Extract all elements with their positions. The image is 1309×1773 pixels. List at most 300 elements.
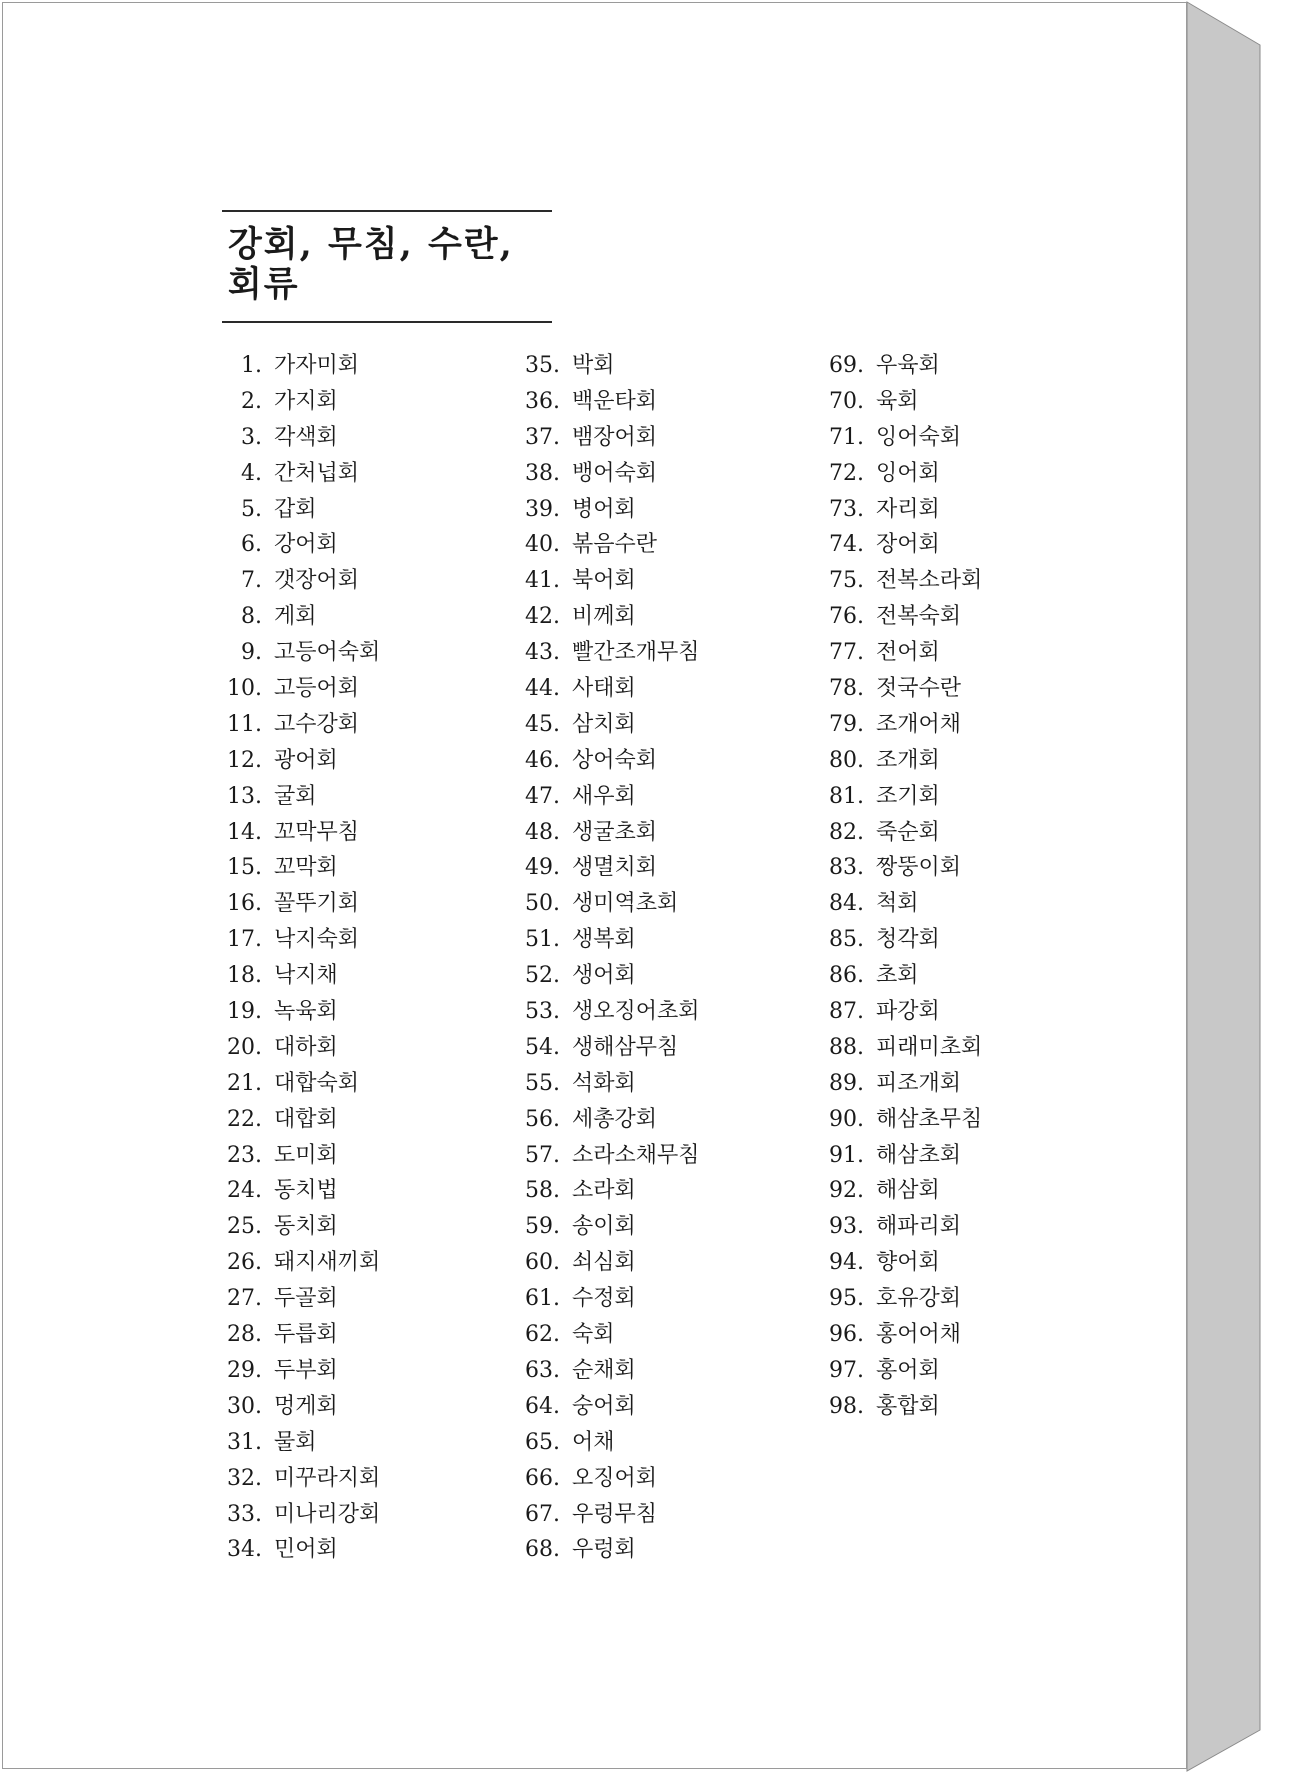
item-name: 조기회 [876, 783, 940, 809]
list-item [522, 456, 700, 492]
item-name: 우렁무침 [572, 1501, 658, 1527]
item-name: 두릅회 [274, 1322, 338, 1348]
list-item [224, 850, 380, 886]
list-item [224, 743, 380, 779]
item-name: 멍게회 [274, 1393, 338, 1419]
item-number: 5. [241, 496, 262, 522]
list-item [826, 958, 982, 994]
item-name: 박회 [572, 353, 615, 378]
section-heading [222, 210, 552, 323]
item-number: 45. [525, 711, 560, 737]
item-number: 97. [829, 1357, 864, 1383]
item-number: 20. [227, 1034, 262, 1060]
list-item [224, 420, 380, 456]
list-item [224, 1173, 380, 1209]
item-number: 58. [525, 1178, 560, 1204]
item-name: 도미회 [274, 1142, 338, 1168]
recipe-list-column-1 [224, 348, 380, 1568]
list-item [224, 994, 380, 1030]
item-name: 가지회 [274, 388, 338, 414]
heading-bottom-rule [222, 321, 552, 323]
item-number: 30. [227, 1393, 262, 1419]
list-item [224, 922, 380, 958]
item-name: 각색회 [274, 424, 338, 450]
item-name: 홍합회 [876, 1393, 940, 1419]
item-name: 해삼초회 [876, 1142, 962, 1168]
item-name: 숭어회 [572, 1393, 636, 1419]
item-name: 두부회 [274, 1357, 338, 1383]
item-name: 호유강회 [876, 1286, 962, 1312]
item-name: 생복회 [572, 927, 636, 953]
item-number: 11. [227, 711, 262, 737]
list-item [826, 1138, 982, 1174]
item-number: 67. [525, 1501, 560, 1527]
item-number: 26. [227, 1250, 262, 1276]
item-name: 고등어회 [274, 676, 360, 702]
item-name: 조개어채 [876, 711, 962, 737]
list-item [522, 1245, 700, 1281]
item-name: 꼴뚜기회 [274, 891, 360, 917]
item-number: 91. [829, 1142, 864, 1168]
item-number: 80. [829, 747, 864, 773]
item-number: 32. [227, 1465, 262, 1491]
list-item [224, 1425, 380, 1461]
item-name: 척회 [876, 891, 919, 917]
list-item [826, 1209, 982, 1245]
list-item [224, 563, 380, 599]
item-number: 74. [829, 532, 864, 558]
item-number: 39. [525, 496, 560, 522]
list-item [522, 707, 700, 743]
list-item [224, 1461, 380, 1497]
item-name: 꼬막무침 [274, 819, 360, 845]
page-title: 강회, 무침, 수란, 회류 [228, 224, 514, 305]
list-item [224, 456, 380, 492]
item-number: 43. [525, 640, 560, 666]
item-number: 3. [241, 424, 262, 450]
item-name: 민어회 [274, 1537, 338, 1563]
item-name: 백운타회 [572, 388, 658, 414]
list-item [826, 1102, 982, 1138]
item-name: 수정회 [572, 1286, 636, 1312]
list-item [522, 779, 700, 815]
item-number: 88. [829, 1034, 864, 1060]
item-number: 46. [525, 747, 560, 773]
item-number: 90. [829, 1106, 864, 1132]
list-item [224, 1030, 380, 1066]
item-name: 낙지채 [274, 963, 338, 989]
item-name: 생미역초회 [572, 891, 679, 917]
list-item [224, 599, 380, 635]
item-name: 갑회 [274, 496, 317, 522]
list-item [826, 420, 982, 456]
item-name: 대하회 [274, 1034, 338, 1060]
list-item [522, 815, 700, 851]
item-number: 95. [829, 1286, 864, 1312]
list-item [224, 1102, 380, 1138]
list-item [826, 671, 982, 707]
item-number: 27. [227, 1286, 262, 1312]
item-name: 피래미초회 [876, 1034, 983, 1060]
list-item [826, 492, 982, 528]
item-name: 해파리회 [876, 1214, 962, 1240]
list-item [522, 384, 700, 420]
list-item [522, 635, 700, 671]
item-name: 피조개회 [876, 1070, 962, 1096]
item-name: 세총강회 [572, 1106, 658, 1132]
item-number: 52. [525, 963, 560, 989]
item-number: 79. [829, 711, 864, 737]
list-item [224, 958, 380, 994]
item-name: 낙지숙회 [274, 927, 360, 953]
item-name: 우렁회 [572, 1537, 636, 1563]
item-number: 19. [227, 999, 262, 1025]
item-name: 굴회 [274, 783, 317, 809]
item-name: 해삼초무침 [876, 1106, 983, 1132]
item-name: 미꾸라지회 [274, 1465, 381, 1491]
list-item [522, 1389, 700, 1425]
item-number: 84. [829, 891, 864, 917]
item-number: 89. [829, 1070, 864, 1096]
item-number: 41. [525, 568, 560, 594]
item-name: 초회 [876, 963, 919, 989]
item-name: 송이회 [572, 1214, 636, 1240]
item-name: 순채회 [572, 1357, 636, 1383]
item-number: 42. [525, 604, 560, 630]
item-number: 83. [829, 855, 864, 881]
list-item [522, 1102, 700, 1138]
item-name: 갯장어회 [274, 568, 360, 594]
list-item [826, 527, 982, 563]
item-number: 62. [525, 1322, 560, 1348]
item-name: 전어회 [876, 640, 940, 666]
item-number: 28. [227, 1322, 262, 1348]
item-name: 삼치회 [572, 711, 636, 737]
item-number: 4. [241, 460, 262, 486]
item-number: 73. [829, 496, 864, 522]
item-number: 35. [525, 353, 560, 378]
list-item [224, 348, 380, 384]
item-number: 59. [525, 1214, 560, 1240]
item-name: 사태회 [572, 676, 636, 702]
list-item [224, 815, 380, 851]
item-number: 82. [829, 819, 864, 845]
item-name: 고수강회 [274, 711, 360, 737]
item-number: 78. [829, 676, 864, 702]
item-number: 93. [829, 1214, 864, 1240]
list-item [522, 886, 700, 922]
list-item [224, 1281, 380, 1317]
list-item [826, 743, 982, 779]
item-number: 18. [227, 963, 262, 989]
item-name: 죽순회 [876, 819, 940, 845]
item-name: 뱅어숙회 [572, 460, 658, 486]
item-name: 쇠심회 [572, 1250, 636, 1276]
list-item [826, 1353, 982, 1389]
list-item [522, 1317, 700, 1353]
item-number: 53. [525, 999, 560, 1025]
list-item [522, 420, 700, 456]
list-item [224, 635, 380, 671]
list-item [522, 563, 700, 599]
item-number: 47. [525, 783, 560, 809]
list-item [224, 1389, 380, 1425]
item-number: 23. [227, 1142, 262, 1168]
list-item [224, 1066, 380, 1102]
item-number: 10. [227, 676, 262, 702]
item-name: 두골회 [274, 1286, 338, 1312]
item-number: 13. [227, 783, 262, 809]
list-item [522, 527, 700, 563]
item-name: 육회 [876, 388, 919, 414]
list-item [522, 492, 700, 528]
item-name: 녹육회 [274, 999, 338, 1025]
item-number: 15. [227, 855, 262, 881]
list-item [826, 1245, 982, 1281]
item-name: 미나리강회 [274, 1501, 381, 1527]
item-name: 병어회 [572, 496, 636, 522]
item-name: 청각회 [876, 927, 940, 953]
list-item [826, 994, 982, 1030]
list-item [224, 527, 380, 563]
list-item [224, 707, 380, 743]
item-name: 홍어회 [876, 1357, 940, 1383]
item-number: 31. [227, 1429, 262, 1455]
item-name: 잉어회 [876, 460, 940, 486]
item-number: 70. [829, 388, 864, 414]
list-item [224, 1245, 380, 1281]
item-number: 34. [227, 1537, 262, 1563]
item-name: 파강회 [876, 999, 940, 1025]
list-item [826, 886, 982, 922]
item-number: 81. [829, 783, 864, 809]
item-number: 86. [829, 963, 864, 989]
item-number: 65. [525, 1429, 560, 1455]
item-number: 76. [829, 604, 864, 630]
item-name: 젓국수란 [876, 676, 962, 702]
list-item [522, 1066, 700, 1102]
item-name: 숙회 [572, 1322, 615, 1348]
item-name: 홍어어채 [876, 1322, 962, 1348]
item-name: 빨간조개무침 [572, 640, 700, 666]
item-number: 25. [227, 1214, 262, 1240]
list-item [522, 1209, 700, 1245]
list-item [522, 958, 700, 994]
item-name: 조개회 [876, 747, 940, 773]
item-name: 돼지새끼회 [274, 1250, 381, 1276]
item-name: 꼬막회 [274, 855, 338, 881]
item-name: 어채 [572, 1429, 615, 1455]
item-name: 자리회 [876, 496, 940, 522]
list-item [826, 779, 982, 815]
list-item [522, 671, 700, 707]
item-number: 56. [525, 1106, 560, 1132]
item-number: 14. [227, 819, 262, 845]
list-item [522, 348, 700, 384]
list-item [826, 922, 982, 958]
item-number: 48. [525, 819, 560, 845]
item-number: 40. [525, 532, 560, 558]
list-item [826, 1281, 982, 1317]
item-number: 50. [525, 891, 560, 917]
item-name: 장어회 [876, 532, 940, 558]
item-number: 38. [525, 460, 560, 486]
item-name: 향어회 [876, 1250, 940, 1276]
item-number: 36. [525, 388, 560, 414]
item-name: 잉어숙회 [876, 424, 962, 450]
list-item [224, 1209, 380, 1245]
item-name: 새우회 [572, 783, 636, 809]
item-number: 55. [525, 1070, 560, 1096]
recipe-list-column-3 [826, 348, 982, 1425]
list-item [224, 1138, 380, 1174]
list-item [522, 1497, 700, 1533]
list-item [826, 384, 982, 420]
item-number: 57. [525, 1142, 560, 1168]
item-name: 소라회 [572, 1178, 636, 1204]
item-number: 29. [227, 1357, 262, 1383]
item-number: 60. [525, 1250, 560, 1276]
item-name: 간처넙회 [274, 460, 360, 486]
list-item [826, 815, 982, 851]
list-item [224, 1497, 380, 1533]
item-name: 생해삼무침 [572, 1034, 679, 1060]
item-number: 17. [227, 927, 262, 953]
item-number: 9. [241, 640, 262, 666]
item-name: 뱀장어회 [572, 424, 658, 450]
item-number: 7. [241, 568, 262, 594]
item-name: 오징어회 [572, 1465, 658, 1491]
item-number: 68. [525, 1537, 560, 1563]
item-number: 24. [227, 1178, 262, 1204]
item-name: 고등어숙회 [274, 640, 381, 666]
list-item [826, 456, 982, 492]
list-item [522, 1173, 700, 1209]
list-item [522, 1461, 700, 1497]
item-name: 전복숙회 [876, 604, 962, 630]
item-number: 72. [829, 460, 864, 486]
list-item [826, 563, 982, 599]
list-item [224, 384, 380, 420]
item-number: 98. [829, 1393, 864, 1419]
item-number: 33. [227, 1501, 262, 1527]
list-item [522, 1425, 700, 1461]
item-number: 2. [241, 388, 262, 414]
list-item [522, 1138, 700, 1174]
item-name: 북어회 [572, 568, 636, 594]
list-item [522, 922, 700, 958]
item-name: 우육회 [876, 353, 940, 378]
list-item [826, 1066, 982, 1102]
item-name: 생멸치회 [572, 855, 658, 881]
item-number: 16. [227, 891, 262, 917]
item-number: 51. [525, 927, 560, 953]
list-item [826, 850, 982, 886]
item-name: 볶음수란 [572, 532, 658, 558]
list-item [522, 994, 700, 1030]
list-item [826, 707, 982, 743]
item-name: 물회 [274, 1429, 317, 1455]
item-name: 동치법 [274, 1178, 338, 1204]
list-item [224, 886, 380, 922]
list-item [522, 743, 700, 779]
item-name: 대합회 [274, 1106, 338, 1132]
list-item [224, 492, 380, 528]
list-item [522, 1532, 700, 1568]
item-number: 6. [241, 532, 262, 558]
list-item [826, 348, 982, 384]
item-name: 석화회 [572, 1070, 636, 1096]
item-number: 63. [525, 1357, 560, 1383]
list-item [826, 1173, 982, 1209]
list-item [522, 1030, 700, 1066]
item-number: 96. [829, 1322, 864, 1348]
item-number: 21. [227, 1070, 262, 1096]
item-number: 64. [525, 1393, 560, 1419]
list-item [826, 1317, 982, 1353]
item-name: 강어회 [274, 532, 338, 558]
item-name: 짱뚱이회 [876, 855, 962, 881]
item-number: 22. [227, 1106, 262, 1132]
recipe-list-column-2 [522, 348, 700, 1568]
item-name: 상어숙회 [572, 747, 658, 773]
list-item [522, 1353, 700, 1389]
item-number: 12. [227, 747, 262, 773]
item-number: 8. [241, 604, 262, 630]
item-name: 생어회 [572, 963, 636, 989]
list-item [224, 1353, 380, 1389]
item-name: 생굴초회 [572, 819, 658, 845]
item-number: 44. [525, 676, 560, 702]
item-number: 71. [829, 424, 864, 450]
item-number: 37. [525, 424, 560, 450]
list-item [522, 599, 700, 635]
item-number: 66. [525, 1465, 560, 1491]
list-item [826, 1030, 982, 1066]
list-item [522, 1281, 700, 1317]
item-name: 가자미회 [274, 353, 360, 378]
item-number: 85. [829, 927, 864, 953]
item-number: 54. [525, 1034, 560, 1060]
list-item [224, 671, 380, 707]
item-name: 동치회 [274, 1214, 338, 1240]
list-item [826, 599, 982, 635]
item-name: 소라소채무침 [572, 1142, 700, 1168]
list-item [826, 1389, 982, 1425]
list-item [224, 1317, 380, 1353]
list-item [224, 1532, 380, 1568]
item-number: 77. [829, 640, 864, 666]
item-number: 49. [525, 855, 560, 881]
item-name: 전복소라회 [876, 568, 983, 594]
list-item [826, 635, 982, 671]
item-number: 69. [829, 353, 864, 378]
list-item [224, 779, 380, 815]
item-name: 해삼회 [876, 1178, 940, 1204]
item-number: 87. [829, 999, 864, 1025]
item-name: 비께회 [572, 604, 636, 630]
item-name: 게회 [274, 604, 317, 630]
item-name: 광어회 [274, 747, 338, 773]
item-name: 생오징어초회 [572, 999, 700, 1025]
list-item [522, 850, 700, 886]
item-number: 94. [829, 1250, 864, 1276]
item-number: 92. [829, 1178, 864, 1204]
item-number: 61. [525, 1286, 560, 1312]
item-name: 대합숙회 [274, 1070, 360, 1096]
item-number: 1. [241, 353, 262, 378]
item-number: 75. [829, 568, 864, 594]
